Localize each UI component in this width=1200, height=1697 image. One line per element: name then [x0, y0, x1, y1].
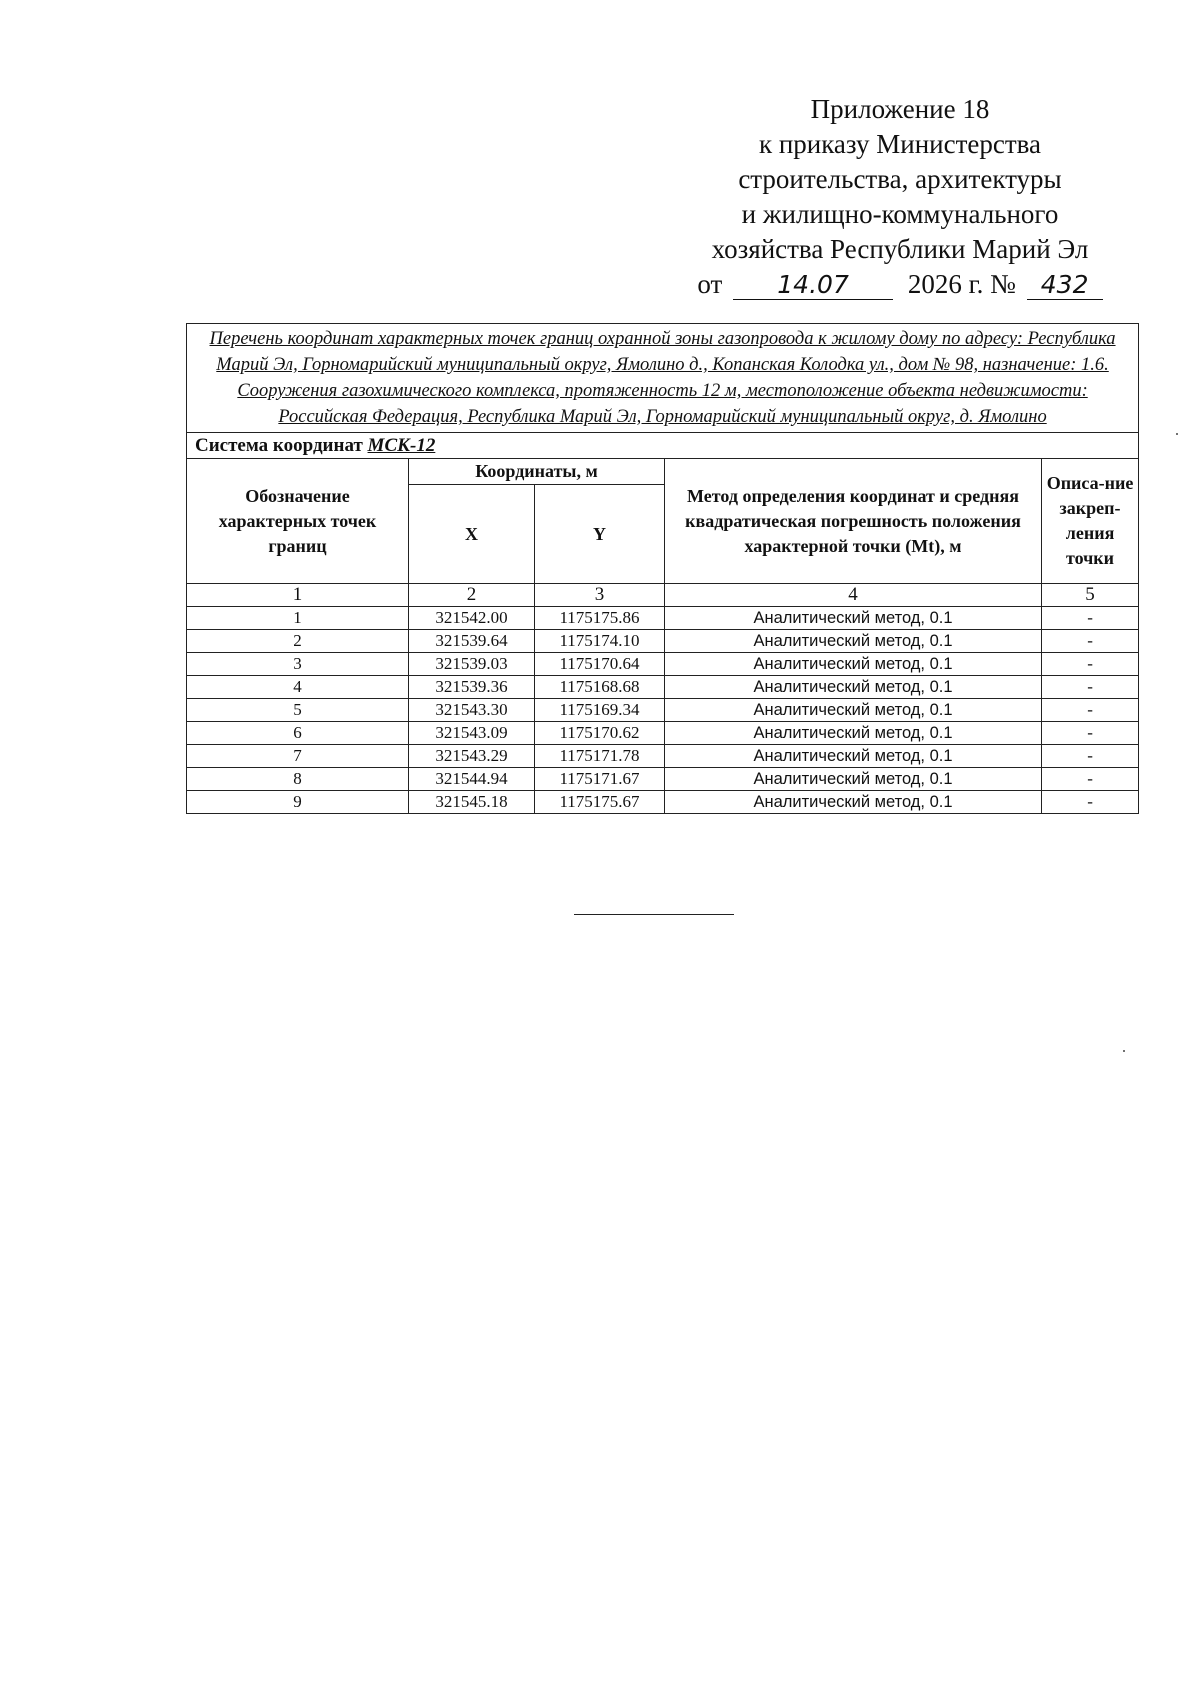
- table-row: [187, 791, 1139, 814]
- description-value: -: [1042, 768, 1139, 791]
- ministry-line-3: хозяйства Республики Марий Эл: [711, 234, 1089, 264]
- x-value: 321545.18: [409, 791, 535, 814]
- description-value: -: [1042, 607, 1139, 630]
- ministry-line-2: и жилищно-коммунального: [741, 199, 1059, 229]
- point-number: 8: [187, 768, 409, 791]
- coordinates-table: [186, 323, 1139, 814]
- table-row: [187, 722, 1139, 745]
- end-of-document-divider: [574, 914, 734, 915]
- coordinate-system-row: [187, 433, 1139, 459]
- header-point-designation: Обозначение характерных точек границ: [187, 459, 409, 584]
- description-value: -: [1042, 722, 1139, 745]
- x-value: 321539.03: [409, 653, 535, 676]
- method-value: Аналитический метод, 0.1: [665, 745, 1042, 768]
- point-number: 9: [187, 791, 409, 814]
- column-number: 1: [187, 584, 409, 607]
- appendix-header: [680, 92, 1120, 302]
- method-value: Аналитический метод, 0.1: [665, 653, 1042, 676]
- x-value: 321544.94: [409, 768, 535, 791]
- header-coordinates: Координаты, м: [409, 459, 665, 485]
- table-row: [187, 607, 1139, 630]
- method-value: Аналитический метод, 0.1: [665, 768, 1042, 791]
- y-value: 1175169.34: [535, 699, 665, 722]
- scan-speck: [1123, 1050, 1125, 1052]
- method-value: Аналитический метод, 0.1: [665, 607, 1042, 630]
- y-value: 1175174.10: [535, 630, 665, 653]
- table-row: [187, 676, 1139, 699]
- table-row: [187, 768, 1139, 791]
- order-date-line: [680, 267, 1120, 302]
- method-value: Аналитический метод, 0.1: [665, 722, 1042, 745]
- point-number: 6: [187, 722, 409, 745]
- point-number: 1: [187, 607, 409, 630]
- header-method: Метод определения координат и средняя квадратическая погрешность положения характерной точки (Mt), м: [665, 459, 1042, 584]
- x-value: 321539.64: [409, 630, 535, 653]
- order-reference-line: к приказу Министерства: [758, 129, 1042, 159]
- method-value: Аналитический метод, 0.1: [665, 699, 1042, 722]
- coordinate-system-label: Система координат: [195, 434, 363, 456]
- header-y: Y: [535, 485, 665, 584]
- coordinate-system-value: МСК-12: [367, 434, 436, 456]
- point-number: 5: [187, 699, 409, 722]
- table-row: [187, 745, 1139, 768]
- point-number: 7: [187, 745, 409, 768]
- header-x: X: [409, 485, 535, 584]
- x-value: 321542.00: [409, 607, 535, 630]
- point-number: 4: [187, 676, 409, 699]
- description-value: -: [1042, 699, 1139, 722]
- year-number-label: 2026 г. №: [907, 269, 1016, 299]
- description-value: -: [1042, 630, 1139, 653]
- column-number: 2: [409, 584, 535, 607]
- x-value: 321543.30: [409, 699, 535, 722]
- point-number: 3: [187, 653, 409, 676]
- appendix-title: Приложение 18: [810, 94, 990, 124]
- x-value: 321539.36: [409, 676, 535, 699]
- column-number: 3: [535, 584, 665, 607]
- table-row: [187, 699, 1139, 722]
- column-number: 5: [1042, 584, 1139, 607]
- table-title: Перечень координат характерных точек границ охранной зоны газопровода к жилому дому по адресу: Республика Марий Эл, Горномарийский муниципальный округ, Ямолино д., Копанская Колодка ул., дом № 98, назначение: 1.6. Сооружения газохимического комплекса, протяженность 12 м, местоположение объекта недвижимости: Российская Федерация, Республика Марий Эл, Горномарийский муниципальный округ, д. Ямолино: [187, 324, 1139, 433]
- table-row: [187, 653, 1139, 676]
- column-number-row: [187, 584, 1139, 607]
- date-prefix: от: [697, 269, 723, 299]
- handwritten-order-number: 432: [1027, 271, 1103, 300]
- description-value: -: [1042, 676, 1139, 699]
- description-value: -: [1042, 745, 1139, 768]
- y-value: 1175175.86: [535, 607, 665, 630]
- scan-speck: [1176, 433, 1178, 435]
- column-number: 4: [665, 584, 1042, 607]
- ministry-line-1: строительства, архитектуры: [738, 164, 1062, 194]
- y-value: 1175170.62: [535, 722, 665, 745]
- header-description: Описа-ние закреп-ления точки: [1042, 459, 1139, 584]
- y-value: 1175170.64: [535, 653, 665, 676]
- table-row: [187, 630, 1139, 653]
- x-value: 321543.29: [409, 745, 535, 768]
- method-value: Аналитический метод, 0.1: [665, 676, 1042, 699]
- point-number: 2: [187, 630, 409, 653]
- x-value: 321543.09: [409, 722, 535, 745]
- y-value: 1175171.78: [535, 745, 665, 768]
- method-value: Аналитический метод, 0.1: [665, 791, 1042, 814]
- y-value: 1175168.68: [535, 676, 665, 699]
- handwritten-date: 14.07: [733, 271, 893, 300]
- description-value: -: [1042, 653, 1139, 676]
- y-value: 1175171.67: [535, 768, 665, 791]
- method-value: Аналитический метод, 0.1: [665, 630, 1042, 653]
- description-value: -: [1042, 791, 1139, 814]
- y-value: 1175175.67: [535, 791, 665, 814]
